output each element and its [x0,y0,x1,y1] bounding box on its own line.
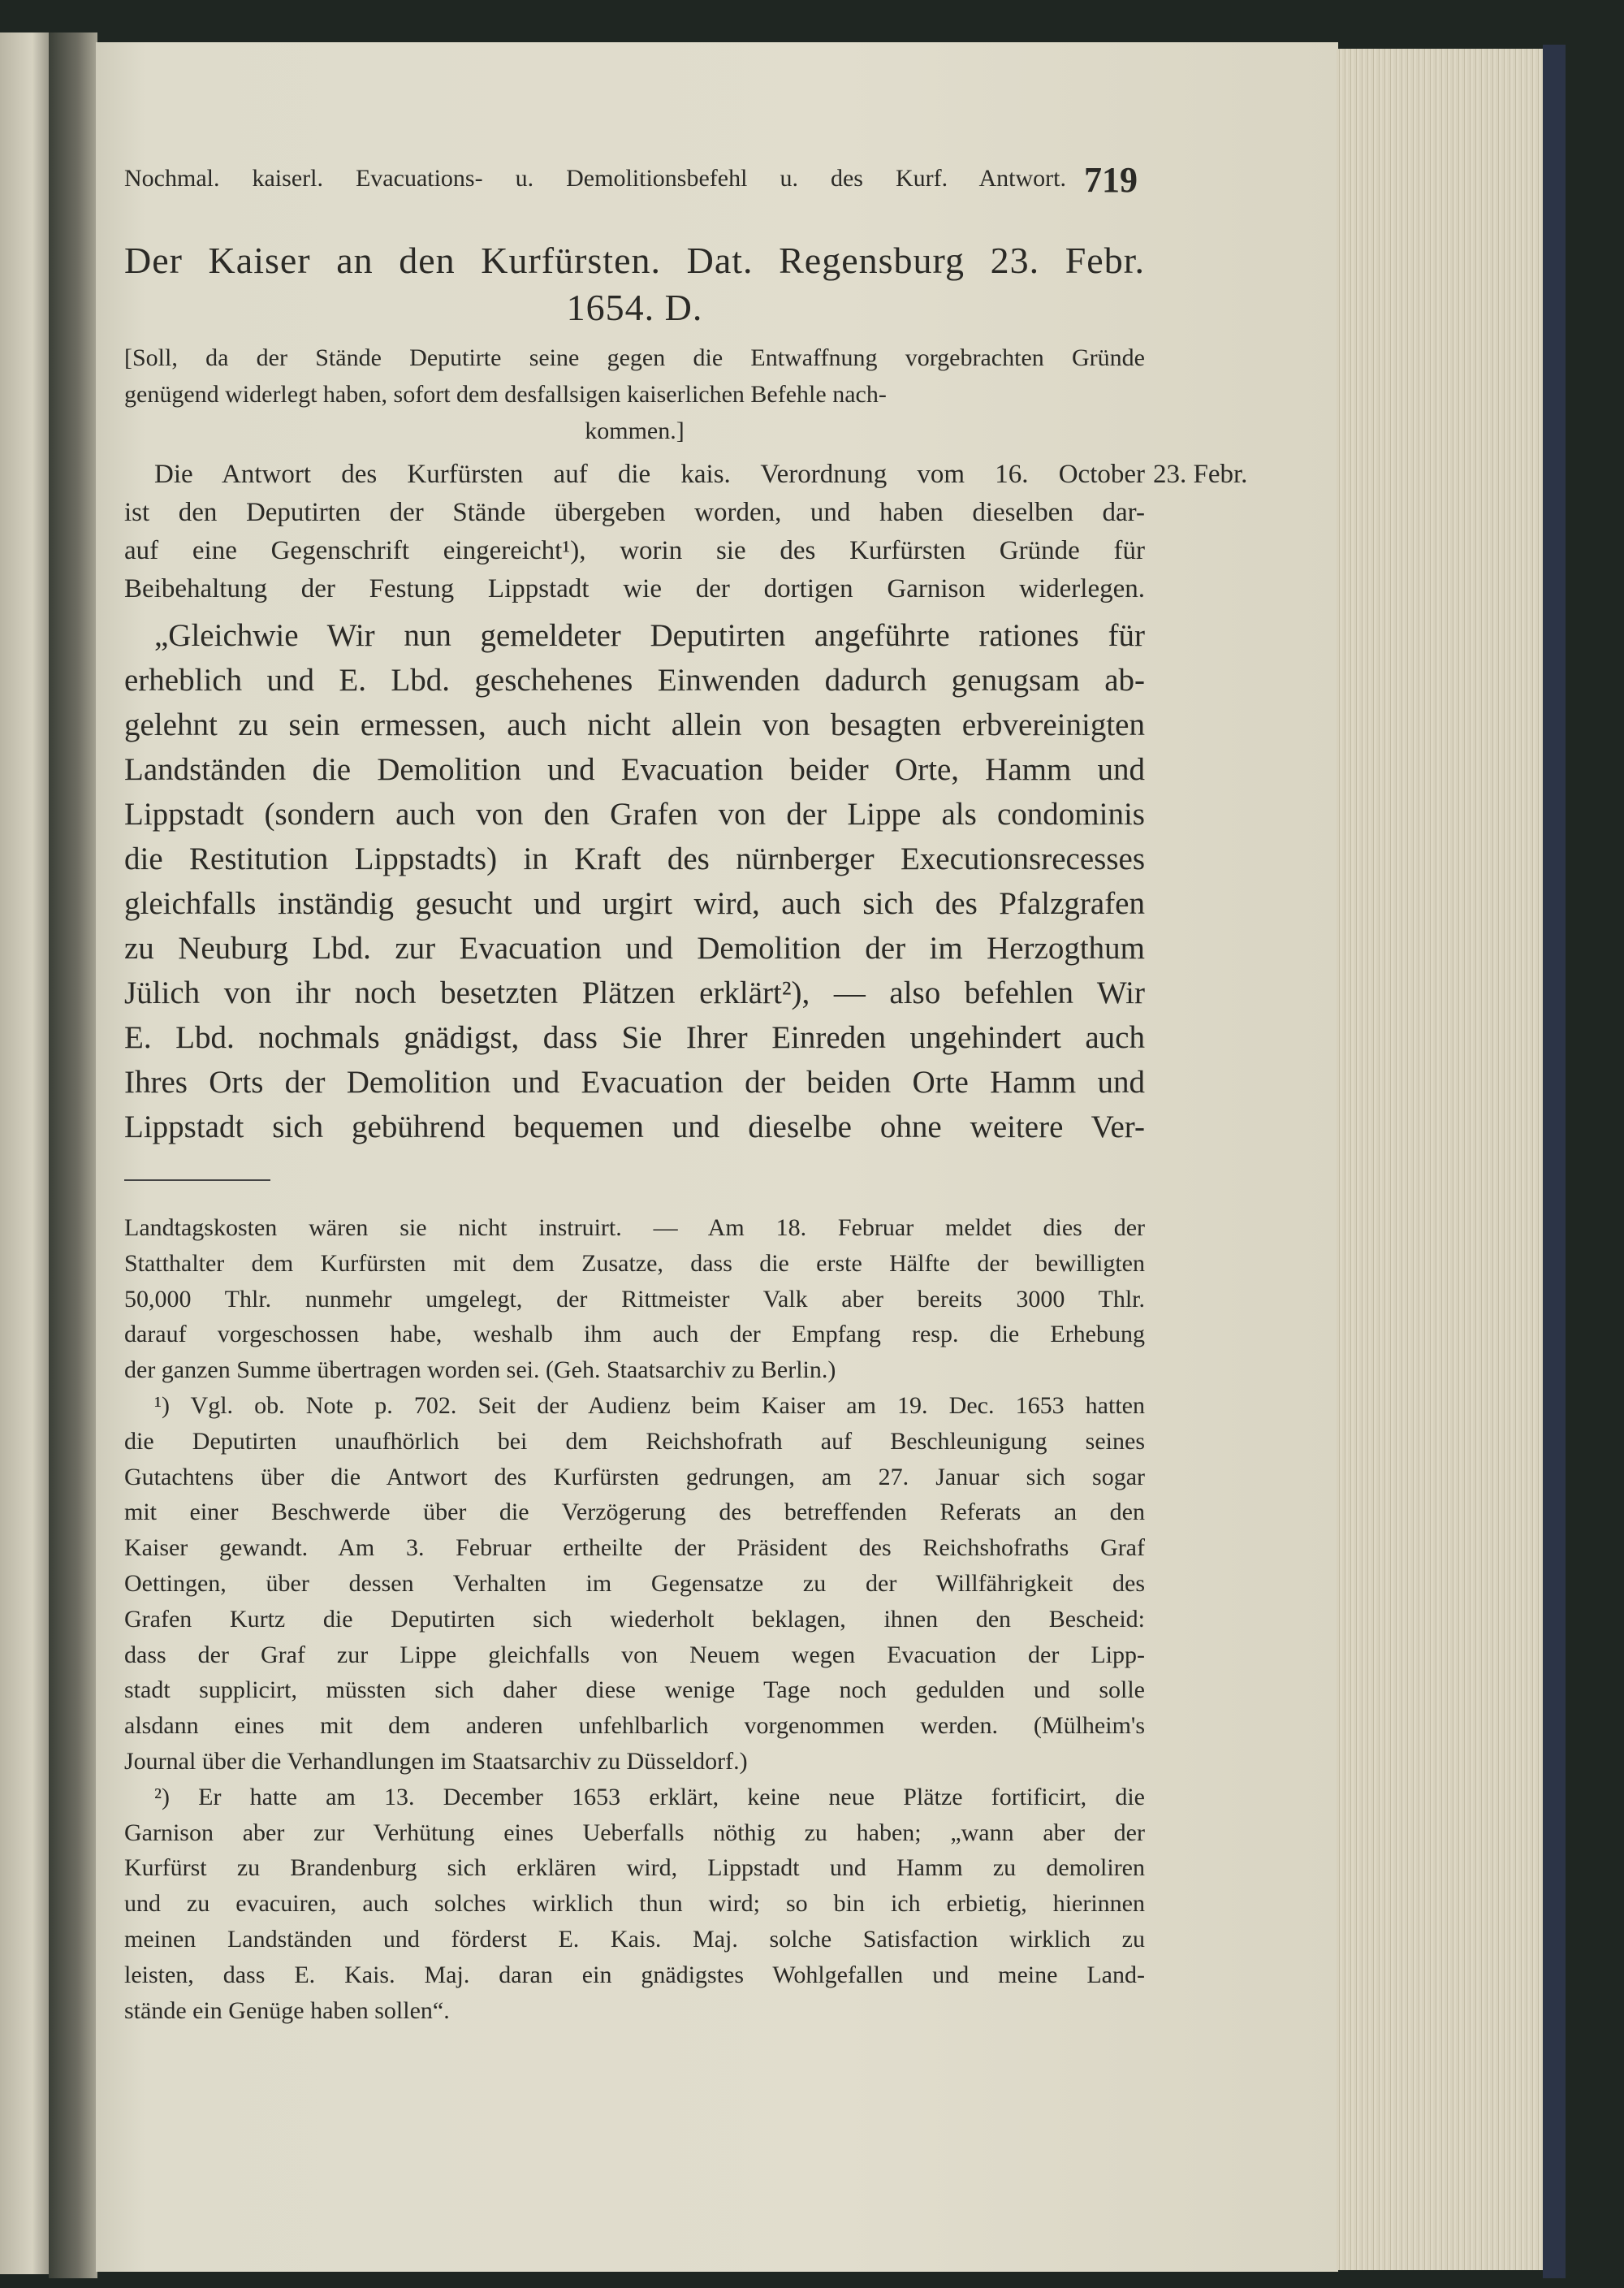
footnote-line: Grafen Kurtz die Deputirten sich wiederholt beklagen, ihnen den Bescheid: [124,1605,1145,1633]
book-gutter [49,32,97,2278]
footnote-line: dass der Graf zur Lippe gleichfalls von Neuem wegen Evacuation der Lipp- [124,1641,1145,1668]
paragraph-line: auf eine Gegenschrift eingereicht¹), worin sie des Kurfürsten Gründe für [124,536,1145,565]
quote-line: gleichfalls inständig gesucht und urgirt wird, auch sich des Pfalzgrafen [124,886,1145,921]
document-title: 1654. D. [566,287,703,328]
footnote-line: ¹) Vgl. ob. Note p. 702. Seit der Audienz beim Kaiser am 19. Dec. 1653 hatten [154,1392,1145,1419]
footnote-line: Oettingen, über dessen Verhalten im Gegensatze zu der Willfährigkeit des [124,1570,1145,1597]
quote-line: Lippstadt sich gebührend bequemen und dieselbe ohne weitere Ver- [124,1109,1145,1144]
paragraph-line: ist den Deputirten der Stände übergeben worden, und haben dieselben dar- [124,498,1145,527]
quote-line: E. Lbd. nochmals gnädigst, dass Sie Ihrer Einreden ungehindert auch [124,1020,1145,1055]
summary-line: genügend widerlegt haben, sofort dem desfallsigen kaiserlichen Befehle nach- [124,381,887,408]
footnote-line: Gutachtens über die Antwort des Kurfürsten gedrungen, am 27. Januar sich sogar [124,1463,1145,1490]
page-edges [1337,49,1548,2270]
paragraph-line: Die Antwort des Kurfürsten auf die kais. Verordnung vom 16. October [154,460,1145,489]
summary-line: kommen.] [585,417,685,444]
quote-line: zu Neuburg Lbd. zur Evacuation und Demolition der im Herzogthum [124,931,1145,966]
footnote-line: Kaiser gewandt. Am 3. Februar ertheilte der Präsident des Reichshofraths Graf [124,1534,1145,1562]
quote-line: Landständen die Demolition und Evacuation beider Orte, Hamm und [124,752,1145,787]
footnote-line: und zu evacuiren, auch solches wirklich thun wird; so bin ich erbietig, hierinnen [124,1890,1145,1918]
quote-line: Ihres Orts der Demolition und Evacuation der beiden Orte Hamm und [124,1065,1145,1100]
document-title: Der Kaiser an den Kurfürsten. Dat. Regensburg 23. Febr. [124,240,1145,281]
quote-line: gelehnt zu sein ermessen, auch nicht allein von besagten erbvereinigten [124,707,1145,742]
footnote-line: Garnison aber zur Verhütung eines Ueberfalls nöthig zu haben; „wann aber der [124,1819,1145,1846]
footnote-line: die Deputirten unaufhörlich bei dem Reichshofrath auf Beschleunigung seines [124,1427,1145,1455]
quote-line: die Restitution Lippstadts) in Kraft des nürnberger Executionsrecesses [124,841,1145,876]
footnote-line: darauf vorgeschossen habe, weshalb ihm auch der Empfang resp. die Erhebung [124,1321,1145,1348]
footnote-line: alsdann eines mit dem anderen unfehlbarlich vorgenommen werden. (Mülheim's [124,1712,1145,1740]
footnote-line: Kurfürst zu Brandenburg sich erklären wird, Lippstadt und Hamm zu demoliren [124,1854,1145,1882]
footnote-line: mit einer Beschwerde über die Verzögerung des betreffenden Referats an den [124,1499,1145,1526]
footnote-line: Landtagskosten wären sie nicht instruirt. — Am 18. Februar meldet dies der [124,1214,1145,1241]
footnote-line: leisten, dass E. Kais. Maj. daran ein gnädigstes Wohlgefallen und meine Land- [124,1961,1145,1988]
footnote-line: meinen Landständen und förderst E. Kais. Maj. solche Satisfaction wirklich zu [124,1926,1145,1953]
book-cover [1543,45,1566,2278]
page-number: 719 [1084,160,1138,200]
footnote-line: stände ein Genüge haben sollen“. [124,1996,450,2024]
footnote-line: der ganzen Summe übertragen worden sei. (Geh. Staatsarchiv zu Berlin.) [124,1356,836,1384]
footnote-line: Journal über die Verhandlungen im Staatsarchiv zu Düsseldorf.) [124,1748,748,1775]
footnote-line: Statthalter dem Kurfürsten mit dem Zusatze, dass die erste Hälfte der bewilligten [124,1249,1145,1277]
quote-line: Jülich von ihr noch besetzten Plätzen erklärt²), — also befehlen Wir [124,975,1145,1010]
quote-line: „Gleichwie Wir nun gemeldeter Deputirten angeführte rationes für [154,618,1145,653]
margin-note-date: 23. Febr. [1153,460,1248,489]
footnote-rule [124,1179,270,1181]
summary-line: [Soll, da der Stände Deputirte seine gegen die Entwaffnung vorgebrachten Gründe [124,344,1145,371]
quote-line: erheblich und E. Lbd. geschehenes Einwenden dadurch genugsam ab- [124,663,1145,698]
footnote-line: stadt supplicirt, müssten sich daher diese wenige Tage noch gedulden und solle [124,1676,1145,1704]
running-header: Nochmal. kaiserl. Evacuations- u. Demolitionsbefehl u. des Kurf. Antwort. [124,165,1066,192]
footnote-line: ²) Er hatte am 13. December 1653 erklärt, keine neue Plätze fortificirt, die [154,1783,1145,1810]
previous-page-edge [0,32,54,2274]
footnote-line: 50,000 Thlr. nunmehr umgelegt, der Rittmeister Valk aber bereits 3000 Thlr. [124,1285,1145,1313]
quote-line: Lippstadt (sondern auch von den Grafen von der Lippe als condominis [124,797,1145,832]
paragraph-line: Beibehaltung der Festung Lippstadt wie der dortigen Garnison widerlegen. [124,574,1145,603]
